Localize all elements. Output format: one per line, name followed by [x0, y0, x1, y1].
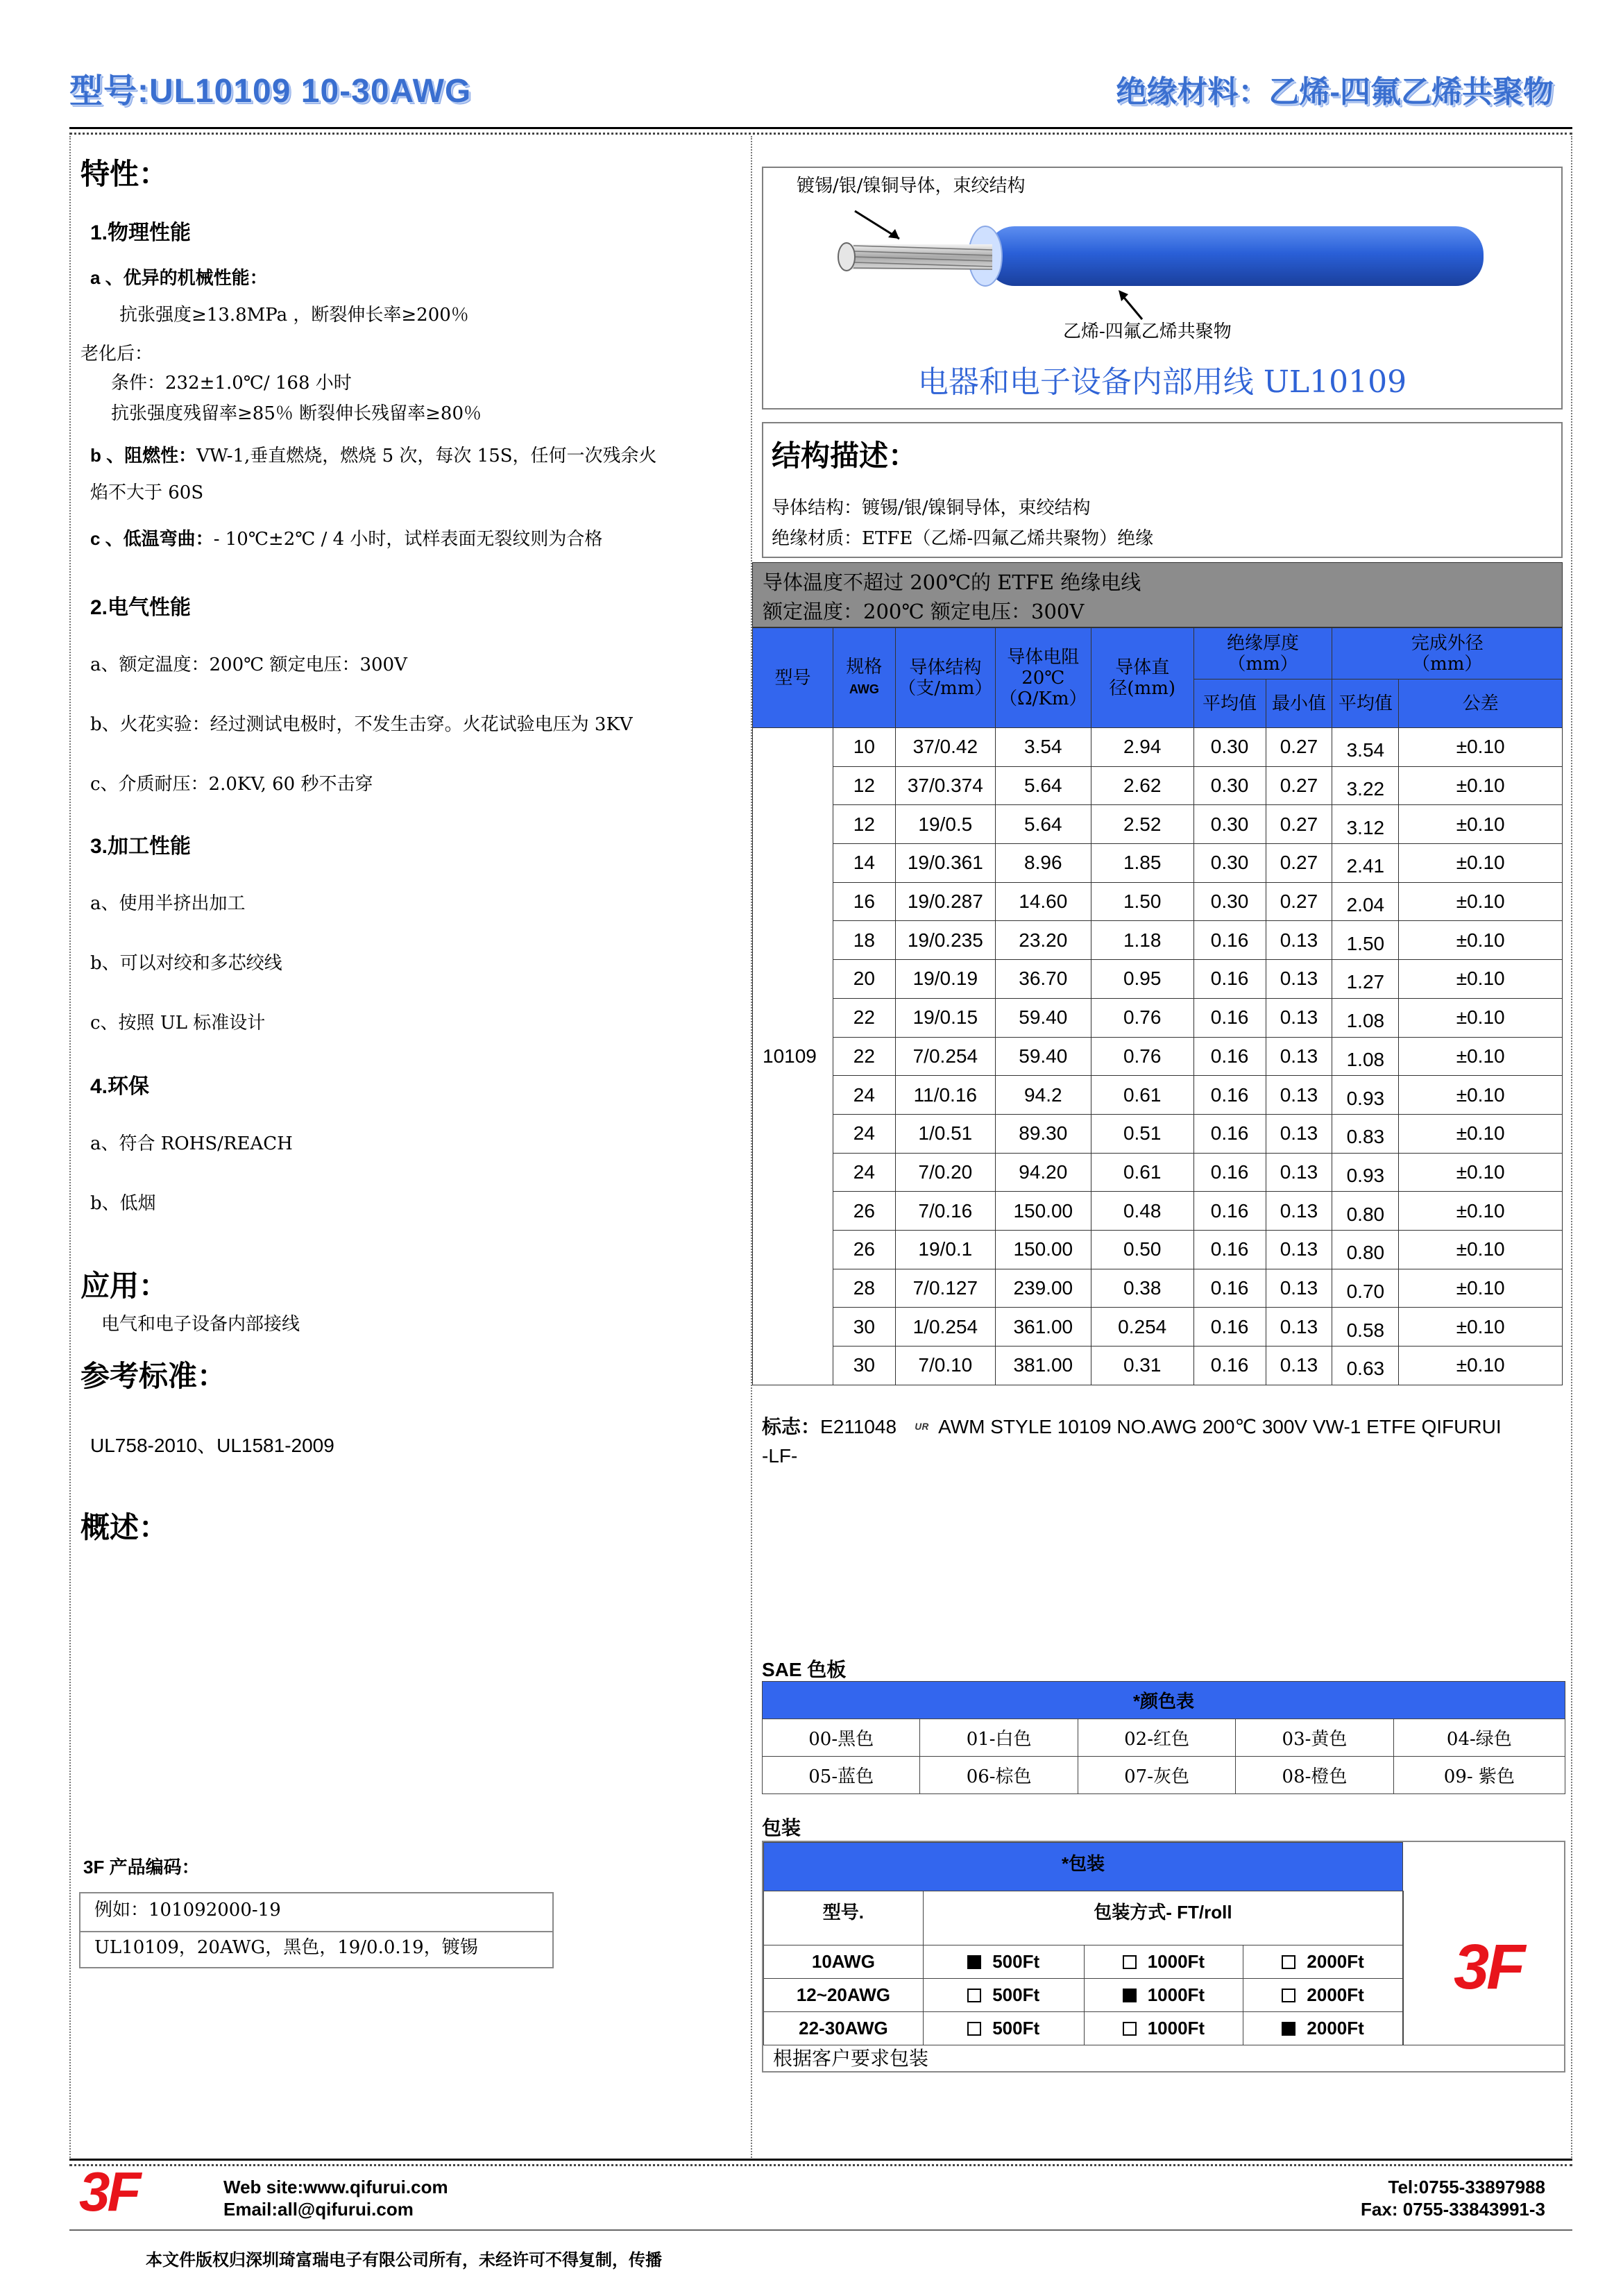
- spec-cell: 0.48: [1091, 1192, 1193, 1231]
- structure-insulation: 绝缘材质：ETFE（乙烯-四氟乙烯共聚物）绝缘: [772, 528, 1154, 549]
- packaging-option-label: 500Ft: [992, 1984, 1040, 2005]
- spec-cell: 150.00: [995, 1230, 1091, 1269]
- packaging-table-head: *包装: [764, 1843, 1403, 1891]
- spec-cell: ±0.10: [1399, 1192, 1563, 1231]
- spec-cell: 7/0.254: [895, 1037, 995, 1076]
- diagram-caption: 电器和电子设备内部用线 UL10109: [917, 364, 1407, 400]
- spec-cell: 0.61: [1091, 1153, 1193, 1192]
- spec-cell: 1.50: [1332, 921, 1399, 960]
- spec-cell: 19/0.235: [895, 921, 995, 960]
- spec-cell: 0.16: [1193, 1153, 1266, 1192]
- checked-box-icon[interactable]: [1282, 2022, 1295, 2036]
- spec-cell: ±0.10: [1399, 1230, 1563, 1269]
- packaging-option-label: 2000Ft: [1307, 2018, 1364, 2038]
- spec-cell: 5.64: [995, 805, 1091, 844]
- spec-cell: 0.16: [1193, 1114, 1266, 1153]
- spec-model-cell: 10109: [753, 728, 833, 1385]
- spec-cell: 19/0.5: [895, 805, 995, 844]
- sae-heading: SAE 色板: [762, 1659, 847, 1680]
- spec-cell: 0.13: [1266, 1114, 1332, 1153]
- structure-conductor: 导体结构：镀锡/银/镍铜导体，束绞结构: [772, 498, 1091, 518]
- structure-box: [762, 422, 1563, 558]
- spec-cell: ±0.10: [1399, 1269, 1563, 1308]
- code-desc: UL10109，20AWG，黑色，19/0.0.19，镀锡: [94, 1937, 478, 1958]
- color-table: [762, 1681, 1565, 1794]
- packaging-box: [762, 1841, 1565, 2073]
- spec-table-body: [753, 728, 1563, 1385]
- spec-cell: 24: [833, 1114, 895, 1153]
- spec-cell: 1.50: [1091, 882, 1193, 921]
- packaging-option-label: 1000Ft: [1147, 1984, 1205, 2005]
- env-heading: 4.环保: [90, 1075, 150, 1098]
- processing-c: c、按照 UL 标准设计: [90, 1013, 266, 1033]
- color-swatch-cell: 04-绿色: [1393, 1719, 1565, 1757]
- packaging-option: [1243, 1945, 1403, 1979]
- processing-b: b、可以对绞和多芯绞线: [90, 953, 282, 974]
- model-title: 型号:UL10109 10-30AWG: [69, 73, 472, 110]
- spec-cell: 361.00: [995, 1308, 1091, 1347]
- spec-cell: 0.58: [1332, 1308, 1399, 1347]
- spec-row: [753, 1347, 1563, 1385]
- color-row: [763, 1757, 1565, 1794]
- col-conductor: 导体结构 （支/mm）: [895, 628, 995, 728]
- color-swatch-cell: 08-橙色: [1236, 1757, 1393, 1794]
- spec-cell: 0.30: [1193, 766, 1266, 805]
- spec-cell: 0.93: [1332, 1153, 1399, 1192]
- spec-cell: 0.13: [1266, 1308, 1332, 1347]
- spec-cell: 2.41: [1332, 844, 1399, 883]
- packaging-option-label: 500Ft: [992, 1951, 1040, 1972]
- spec-cell: 59.40: [995, 998, 1091, 1037]
- color-swatch-cell: 06-棕色: [920, 1757, 1078, 1794]
- spec-cell: ±0.10: [1399, 844, 1563, 883]
- spec-cell: 0.13: [1266, 1153, 1332, 1192]
- wire-diagram-box: [762, 167, 1563, 410]
- spec-cell: 0.13: [1266, 1192, 1332, 1231]
- spec-cell: 94.20: [995, 1153, 1091, 1192]
- spec-cell: 0.51: [1091, 1114, 1193, 1153]
- insulation-jacket: [987, 226, 1484, 286]
- code-heading: 3F 产品编码：: [83, 1857, 200, 1877]
- mechanical-label: a 、优异的机械性能：: [90, 267, 268, 288]
- spec-cell: 2.04: [1332, 882, 1399, 921]
- spec-row: [753, 960, 1563, 999]
- spec-cell: 19/0.1: [895, 1230, 995, 1269]
- application-heading: 应用：: [80, 1269, 169, 1302]
- spec-row: [753, 1308, 1563, 1347]
- spec-cell: 0.13: [1266, 960, 1332, 999]
- spec-cell: 0.16: [1193, 921, 1266, 960]
- spec-cell: ±0.10: [1399, 960, 1563, 999]
- packaging-option: [1084, 1979, 1243, 2012]
- spec-cell: 12: [833, 766, 895, 805]
- ul-mark-icon: ᵁᴿ: [914, 1421, 929, 1437]
- spec-cell: ±0.10: [1399, 1037, 1563, 1076]
- packaging-row: [764, 2012, 1403, 2045]
- spec-cell: 22: [833, 1037, 895, 1076]
- spec-cell: 0.13: [1266, 1269, 1332, 1308]
- spec-cell: 26: [833, 1192, 895, 1231]
- unchecked-box-icon[interactable]: [1282, 1989, 1295, 2002]
- spec-cell: 7/0.16: [895, 1192, 995, 1231]
- spec-cell: 14.60: [995, 882, 1091, 921]
- footer-dotted-rule: [69, 2164, 1572, 2166]
- spec-cell: 0.83: [1332, 1114, 1399, 1153]
- spec-banner: [752, 562, 1563, 627]
- spec-cell: ±0.10: [1399, 1076, 1563, 1115]
- features-heading: 特性：: [80, 158, 169, 190]
- col-insulation: 绝缘厚度 （mm）: [1193, 628, 1332, 679]
- spec-cell: 1.08: [1332, 1037, 1399, 1076]
- spec-cell: 3.12: [1332, 805, 1399, 844]
- footer-tel: Tel:0755-33897988: [1388, 2177, 1545, 2197]
- color-swatch-cell: 02-红色: [1078, 1719, 1235, 1757]
- application-text: 电气和电子设备内部接线: [101, 1314, 300, 1335]
- packaging-option: [923, 1945, 1084, 1979]
- spec-cell: ±0.10: [1399, 805, 1563, 844]
- color-swatch-cell: 03-黄色: [1236, 1719, 1393, 1757]
- spec-cell: 0.16: [1193, 1230, 1266, 1269]
- packaging-note: 根据客户要求包装: [763, 2045, 1564, 2073]
- spec-cell: ±0.10: [1399, 882, 1563, 921]
- col-od: 完成外径 （mm）: [1332, 628, 1563, 679]
- spec-cell: 0.27: [1266, 728, 1332, 767]
- packaging-table-body: [764, 1945, 1403, 2045]
- spec-cell: ±0.10: [1399, 1347, 1563, 1385]
- packaging-option: [1243, 2012, 1403, 2045]
- color-swatch-cell: 09- 紫色: [1393, 1757, 1565, 1794]
- spec-cell: ±0.10: [1399, 766, 1563, 805]
- spec-cell: 0.50: [1091, 1230, 1193, 1269]
- footer-bottom-rule: [69, 2229, 1572, 2231]
- spec-cell: 19/0.15: [895, 998, 995, 1037]
- spec-cell: 0.76: [1091, 1037, 1193, 1076]
- unchecked-box-icon[interactable]: [967, 1989, 981, 2002]
- packaging-option-label: 2000Ft: [1307, 1984, 1364, 2005]
- spec-cell: 0.30: [1193, 844, 1266, 883]
- spec-cell: 18: [833, 921, 895, 960]
- aging-label: 老化后：: [80, 344, 153, 364]
- spec-row: [753, 844, 1563, 883]
- spec-cell: 0.38: [1091, 1269, 1193, 1308]
- col-od-tol: 公差: [1399, 679, 1563, 728]
- packaging-row: [764, 1979, 1403, 2012]
- spec-cell: 0.30: [1193, 882, 1266, 921]
- spec-row: [753, 998, 1563, 1037]
- checked-box-icon[interactable]: [1123, 1989, 1137, 2002]
- material-title: 绝缘材料：乙烯-四氟乙烯共聚物: [1116, 75, 1554, 109]
- spec-cell: 0.13: [1266, 1230, 1332, 1269]
- spec-cell: 16: [833, 882, 895, 921]
- spec-cell: 7/0.127: [895, 1269, 995, 1308]
- packaging-option: [923, 2012, 1084, 2045]
- spec-cell: 19/0.287: [895, 882, 995, 921]
- spec-cell: 0.63: [1332, 1347, 1399, 1385]
- wire-illustration: [763, 168, 1561, 328]
- spec-cell: 2.62: [1091, 766, 1193, 805]
- unchecked-box-icon[interactable]: [967, 2022, 981, 2036]
- spec-row: [753, 921, 1563, 960]
- spec-banner-line1: 导体温度不超过 200℃的 ETFE 绝缘电线: [763, 571, 1141, 594]
- packaging-logo-cell: [1403, 1891, 1565, 2045]
- spec-cell: ±0.10: [1399, 1114, 1563, 1153]
- footer-fax: Fax: 0755-33843991-3: [1361, 2199, 1545, 2220]
- col-od-avg: 平均值: [1332, 679, 1399, 728]
- electrical-heading: 2.电气性能: [90, 596, 192, 619]
- spec-cell: 7/0.10: [895, 1347, 995, 1385]
- packaging-heading: 包装: [762, 1817, 801, 1839]
- standard-heading: 参考标准：: [80, 1360, 227, 1392]
- spec-cell: 23.20: [995, 921, 1091, 960]
- code-box: [79, 1892, 554, 1968]
- spec-cell: 2.52: [1091, 805, 1193, 844]
- spec-cell: 1.27: [1332, 960, 1399, 999]
- packaging-model: 22-30AWG: [764, 2012, 924, 2045]
- color-swatch-cell: 05-蓝色: [763, 1757, 920, 1794]
- footer-logo: 3F: [79, 2161, 139, 2222]
- packaging-table: [763, 1842, 1403, 2045]
- packaging-option-label: 500Ft: [992, 2018, 1040, 2038]
- spec-cell: 0.13: [1266, 998, 1332, 1037]
- col-model: 型号: [753, 628, 833, 728]
- spec-cell: 94.2: [995, 1076, 1091, 1115]
- env-a: a、符合 ROHS/REACH: [90, 1133, 293, 1154]
- unchecked-box-icon[interactable]: [1282, 1955, 1295, 1969]
- env-b: b、低烟: [90, 1193, 156, 1214]
- packaging-col-method: 包装方式- FT/roll: [923, 1891, 1402, 1945]
- spec-cell: 0.16: [1193, 1269, 1266, 1308]
- spec-cell: 1/0.51: [895, 1114, 995, 1153]
- packaging-option-label: 1000Ft: [1147, 1951, 1205, 1972]
- color-swatch-cell: 01-白色: [920, 1719, 1078, 1757]
- footer-rule: [69, 2159, 1572, 2161]
- spec-cell: 0.27: [1266, 766, 1332, 805]
- packaging-option: [1243, 1979, 1403, 2012]
- flame-line: b 、阻燃性：VW-1,垂直燃烧，燃烧 5 次，每次 15S，任何一次残余火: [90, 445, 657, 466]
- flame-line-2: 焰不大于 60S: [90, 482, 204, 503]
- spec-cell: 30: [833, 1308, 895, 1347]
- spec-cell: 2.94: [1091, 728, 1193, 767]
- spec-cell: 0.31: [1091, 1347, 1193, 1385]
- packaging-option-label: 1000Ft: [1147, 2018, 1205, 2038]
- spec-cell: 19/0.361: [895, 844, 995, 883]
- unchecked-box-icon[interactable]: [1123, 1955, 1137, 1969]
- standard-text: UL758-2010、UL1581-2009: [90, 1435, 334, 1456]
- spec-row: [753, 1153, 1563, 1192]
- left-border: [69, 136, 71, 2160]
- spec-cell: 7/0.20: [895, 1153, 995, 1192]
- spec-cell: 22: [833, 998, 895, 1037]
- spec-cell: 59.40: [995, 1037, 1091, 1076]
- spec-cell: 381.00: [995, 1347, 1091, 1385]
- spec-cell: 37/0.42: [895, 728, 995, 767]
- packaging-logo: 3F: [1454, 1932, 1523, 2002]
- spec-cell: 3.54: [1332, 728, 1399, 767]
- packaging-row: [764, 1945, 1403, 1979]
- spec-cell: 1.85: [1091, 844, 1193, 883]
- spec-cell: 20: [833, 960, 895, 999]
- packaging-model: 12~20AWG: [764, 1979, 924, 2012]
- spec-cell: ±0.10: [1399, 1308, 1563, 1347]
- spec-cell: 0.16: [1193, 1037, 1266, 1076]
- spec-row: [753, 766, 1563, 805]
- spec-cell: 0.16: [1193, 1347, 1266, 1385]
- spec-row: [753, 1114, 1563, 1153]
- aging-result: 抗张强度残留率≥85％ 断裂伸长残留率≥80％: [111, 403, 482, 424]
- spec-cell: 0.16: [1193, 998, 1266, 1037]
- aging-condition: 条件：232±1.0℃/ 168 小时: [111, 373, 352, 394]
- spec-cell: 0.80: [1332, 1230, 1399, 1269]
- spec-cell: 0.16: [1193, 960, 1266, 999]
- spec-cell: 0.13: [1266, 1037, 1332, 1076]
- spec-cell: ±0.10: [1399, 1153, 1563, 1192]
- spec-cell: 5.64: [995, 766, 1091, 805]
- footer-email[interactable]: Email:all@qifurui.com: [223, 2199, 414, 2220]
- insulation-label: 乙烯-四氟乙烯共聚物: [1063, 321, 1232, 342]
- electrical-b: b、火花实验：经过测试电极时，不发生击穿。火花试验电压为 3KV: [90, 714, 633, 735]
- marking-line: 标志：E211048 ᵁᴿ AWM STYLE 10109 NO.AWG 200℃ 300V VW-1 ETFE QIFURUI: [762, 1416, 1502, 1437]
- packaging-option: [923, 1979, 1084, 2012]
- spec-cell: 12: [833, 805, 895, 844]
- spec-cell: 28: [833, 1269, 895, 1308]
- spec-cell: 0.13: [1266, 1076, 1332, 1115]
- spec-cell: 0.13: [1266, 1347, 1332, 1385]
- spec-cell: 0.27: [1266, 805, 1332, 844]
- spec-cell: 0.16: [1193, 1308, 1266, 1347]
- spec-cell: 11/0.16: [895, 1076, 995, 1115]
- spec-cell: 3.22: [1332, 766, 1399, 805]
- spec-cell: 24: [833, 1153, 895, 1192]
- packaging-option: [1084, 2012, 1243, 2045]
- spec-cell: 0.16: [1193, 1192, 1266, 1231]
- packaging-option: [1084, 1945, 1243, 1979]
- spec-row: [753, 728, 1563, 767]
- spec-cell: 0.13: [1266, 921, 1332, 960]
- spec-cell: 0.16: [1193, 1076, 1266, 1115]
- spec-cell: 10: [833, 728, 895, 767]
- structure-heading: 结构描述：: [772, 439, 918, 472]
- spec-cell: 150.00: [995, 1192, 1091, 1231]
- spec-cell: 0.27: [1266, 882, 1332, 921]
- checked-box-icon[interactable]: [967, 1955, 981, 1969]
- physical-heading: 1.物理性能: [90, 221, 192, 244]
- packaging-option-label: 2000Ft: [1307, 1951, 1364, 1972]
- spec-cell: ±0.10: [1399, 728, 1563, 767]
- spec-cell: 19/0.19: [895, 960, 995, 999]
- spec-row: [753, 1230, 1563, 1269]
- spec-row: [753, 1076, 1563, 1115]
- spec-row: [753, 1269, 1563, 1308]
- tensile-line: 抗张强度≥13.8MPa ，断裂伸长率≥200％: [119, 305, 469, 326]
- spec-cell: 0.80: [1332, 1192, 1399, 1231]
- spec-cell: 0.61: [1091, 1076, 1193, 1115]
- spec-cell: 1.08: [1332, 998, 1399, 1037]
- spec-cell: 3.54: [995, 728, 1091, 767]
- col-diameter: 导体直 径(mm): [1091, 628, 1193, 728]
- spec-cell: 24: [833, 1076, 895, 1115]
- spec-cell: 14: [833, 844, 895, 883]
- spec-cell: 36.70: [995, 960, 1091, 999]
- spec-cell: ±0.10: [1399, 921, 1563, 960]
- color-table-head: *颜色表: [763, 1682, 1565, 1719]
- header-dotted-rule: [69, 133, 1572, 135]
- spec-cell: 0.30: [1193, 728, 1266, 767]
- conductor-end: [838, 243, 855, 271]
- spec-row: [753, 1192, 1563, 1231]
- spec-cell: 89.30: [995, 1114, 1091, 1153]
- marking-line-2: -LF-: [762, 1445, 798, 1467]
- spec-cell: 1/0.254: [895, 1308, 995, 1347]
- spec-cell: ±0.10: [1399, 998, 1563, 1037]
- header-rule: [69, 127, 1572, 129]
- electrical-c: c、介质耐压：2.0KV, 60 秒不击穿: [90, 774, 373, 795]
- col-awg: 规格 AWG: [833, 628, 895, 728]
- spec-banner-line2: 额定温度：200℃ 额定电压：300V: [763, 600, 1085, 623]
- spec-cell: 37/0.374: [895, 766, 995, 805]
- spec-cell: 0.93: [1332, 1076, 1399, 1115]
- spec-cell: 0.27: [1266, 844, 1332, 883]
- spec-cell: 0.254: [1091, 1308, 1193, 1347]
- unchecked-box-icon[interactable]: [1123, 2022, 1137, 2036]
- col-ins-avg: 平均值: [1193, 679, 1266, 728]
- conductor-label: 镀锡/银/镍铜导体，束绞结构: [797, 176, 1026, 196]
- color-row: [763, 1719, 1565, 1757]
- col-ins-min: 最小值: [1266, 679, 1332, 728]
- spec-cell: 0.70: [1332, 1269, 1399, 1308]
- spec-row: [753, 1037, 1563, 1076]
- low-temp-line: c 、低温弯曲：- 10℃±2℃ / 4 小时，试样表面无裂纹则为合格: [90, 528, 603, 550]
- right-border: [1571, 136, 1572, 2160]
- spec-cell: 0.76: [1091, 998, 1193, 1037]
- spec-cell: 26: [833, 1230, 895, 1269]
- footer-website[interactable]: Web site:www.qifurui.com: [223, 2177, 448, 2197]
- spec-cell: 0.95: [1091, 960, 1193, 999]
- processing-a: a、使用半挤出加工: [90, 893, 246, 914]
- spec-row: [753, 805, 1563, 844]
- code-example: 例如：101092000-19: [94, 1900, 281, 1921]
- spec-row: [753, 882, 1563, 921]
- color-swatch-cell: 00-黑色: [763, 1719, 920, 1757]
- overview-heading: 概述：: [80, 1511, 169, 1544]
- color-swatch-cell: 07-灰色: [1078, 1757, 1235, 1794]
- electrical-a: a、额定温度：200℃ 额定电压：300V: [90, 655, 407, 675]
- spec-cell: 8.96: [995, 844, 1091, 883]
- packaging-col-model: 型号.: [764, 1891, 924, 1945]
- spec-table: [752, 627, 1563, 1385]
- spec-cell: 1.18: [1091, 921, 1193, 960]
- col-resistance: 导体电阻 20℃ （Ω/Km）: [995, 628, 1091, 728]
- spec-cell: 239.00: [995, 1269, 1091, 1308]
- spec-cell: 30: [833, 1347, 895, 1385]
- spec-cell: 0.30: [1193, 805, 1266, 844]
- copyright: 本文件版权归深圳琦富瑞电子有限公司所有，未经许可不得复制，传播: [146, 2251, 662, 2270]
- processing-heading: 3.加工性能: [90, 835, 192, 858]
- packaging-model: 10AWG: [764, 1945, 924, 1979]
